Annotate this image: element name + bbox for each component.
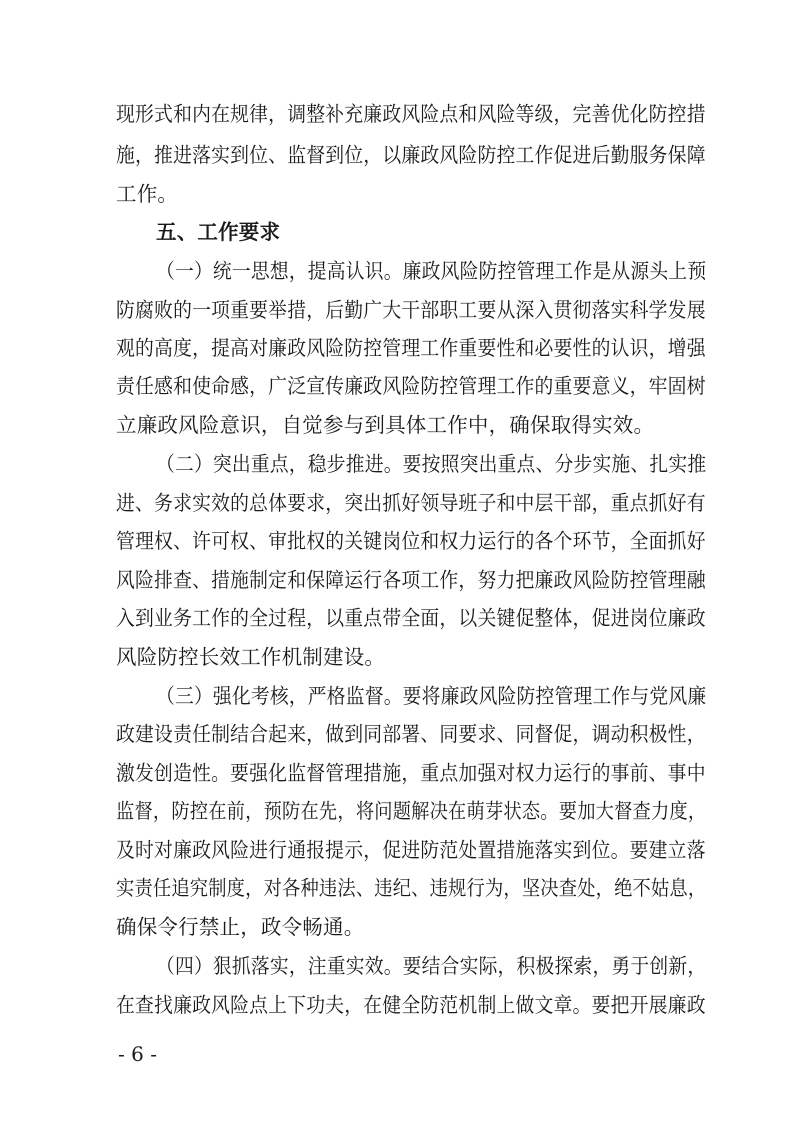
- body-line: 确保令行禁止，政令畅通。: [116, 915, 365, 939]
- page-number: - 6 -: [118, 1042, 157, 1066]
- section-heading: 五、工作要求: [156, 220, 281, 244]
- body-line: 风险防控长效工作机制建设。: [116, 645, 386, 669]
- body-line: 风险排查、措施制定和保障运行各项工作，努力把廉政风险防控管理融: [116, 568, 706, 592]
- body-line: 进、务求实效的总体要求，突出抓好领导班子和中层干部，重点抓好有: [116, 491, 706, 515]
- body-line: 管理权、许可权、审批权的关键岗位和权力运行的各个环节，全面抓好: [116, 529, 706, 553]
- body-line: （二）突出重点，稳步推进。要按照突出重点、分步实施、扎实推: [156, 452, 707, 476]
- body-line: 监督，防控在前，预防在先，将问题解决在萌芽状态。要加大督查力度，: [116, 799, 707, 823]
- body-line: （四）狠抓落实，注重实效。要结合实际，积极探索，勇于创新，: [156, 954, 707, 978]
- body-line: 现形式和内在规律，调整补充廉政风险点和风险等级，完善优化防控措: [116, 102, 706, 126]
- body-line: （一）统一思想，提高认识。廉政风险防控管理工作是从源头上预: [156, 259, 707, 283]
- body-line: 立廉政风险意识，自觉参与到具体工作中，确保取得实效。: [116, 413, 655, 437]
- body-line: 入到业务工作的全过程，以重点带全面，以关键促整体，促进岗位廉政: [116, 606, 706, 630]
- body-line: 实责任追究制度，对各种违法、违纪、违规行为，坚决查处，绝不姑息，: [116, 876, 707, 900]
- body-line: 在查找廉政风险点上下功夫，在健全防范机制上做文章。要把开展廉政: [116, 993, 706, 1017]
- body-line: （三）强化考核，严格监督。要将廉政风险防控管理工作与党风廉: [156, 684, 707, 708]
- body-line: 激发创造性。要强化监督管理措施，重点加强对权力运行的事前、事中: [116, 761, 706, 785]
- body-line: 防腐败的一项重要举措，后勤广大干部职工要从深入贯彻落实科学发展: [116, 298, 706, 322]
- body-line: 政建设责任制结合起来，做到同部署、同要求、同督促，调动积极性，: [116, 722, 706, 746]
- body-line: 施，推进落实到位、监督到位，以廉政风险防控工作促进后勤服务保障: [116, 143, 706, 167]
- body-line: 责任感和使命感，广泛宣传廉政风险防控管理工作的重要意义，牢固树: [116, 374, 706, 398]
- body-line: 观的高度，提高对廉政风险防控管理工作重要性和必要性的认识，增强: [116, 336, 706, 360]
- body-line: 工作。: [116, 182, 179, 206]
- body-line: 及时对廉政风险进行通报提示，促进防范处置措施落实到位。要建立落: [116, 838, 706, 862]
